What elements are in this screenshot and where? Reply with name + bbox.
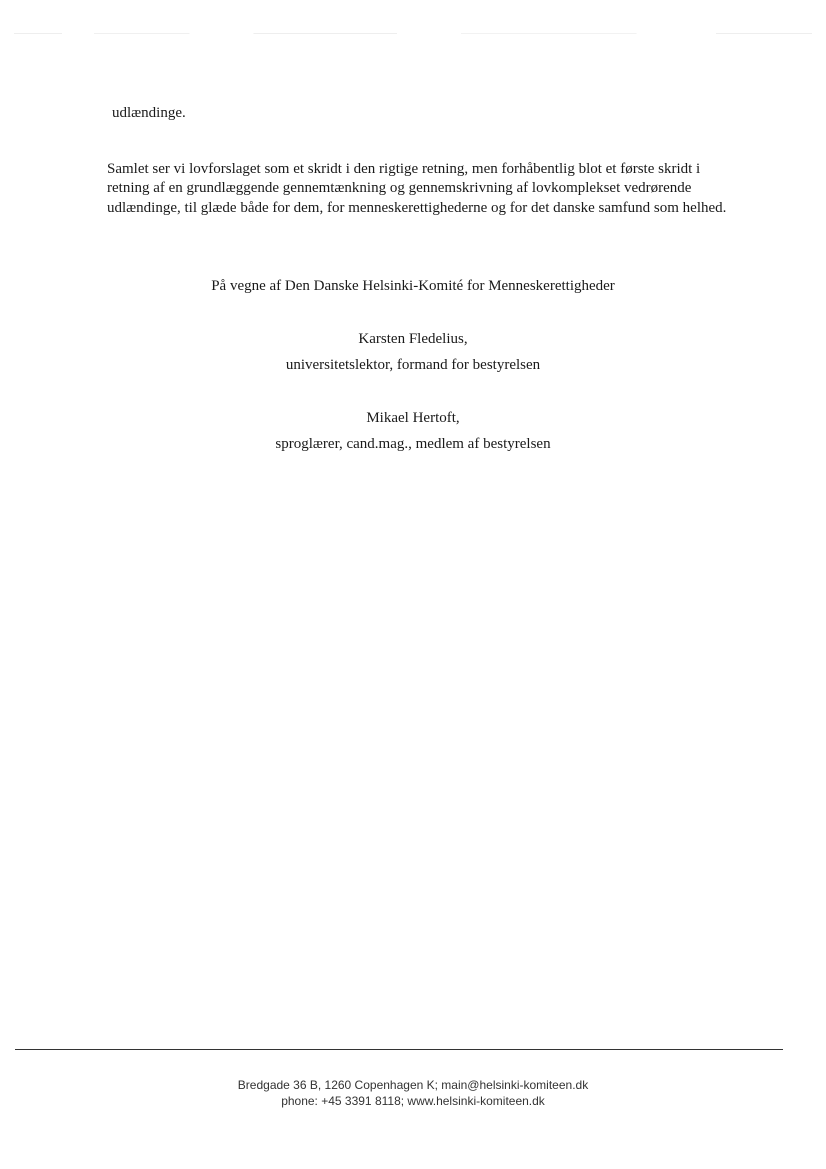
paragraph-line: udlændinge, til glæde både for dem, for menneskerettighederne og for det danske samfund som helhed. [107,200,727,216]
signatory-title: sproglærer, cand.mag., medlem af bestyrelsen [275,436,551,452]
scan-edge-artifact [14,33,812,34]
signatory-title: universitetslektor, formand for bestyrelsen [285,357,541,373]
footer-contact-line: phone: +45 3391 8118; www.helsinki-komiteen.dk [281,1094,545,1108]
signatory-name: Mikael Hertoft, [366,410,460,426]
footer-divider [15,1049,783,1050]
on-behalf-of-line: På vegne af Den Danske Helsinki-Komité for Menneskerettigheder [211,278,615,294]
continuation-line: udlændinge. [112,105,186,121]
paragraph-line: Samlet ser vi lovforslaget som et skridt i den rigtige retning, men forhåbentlig blot et første skridt i [107,161,701,177]
footer-address-line: Bredgade 36 B, 1260 Copenhagen K; main@helsinki-komiteen.dk [237,1078,589,1092]
paragraph-line: retning af en grundlæggende gennemtænkning og gennemskrivning af lovkomplekset vedrørende [107,180,692,196]
signatory-name: Karsten Fledelius, [358,331,468,347]
